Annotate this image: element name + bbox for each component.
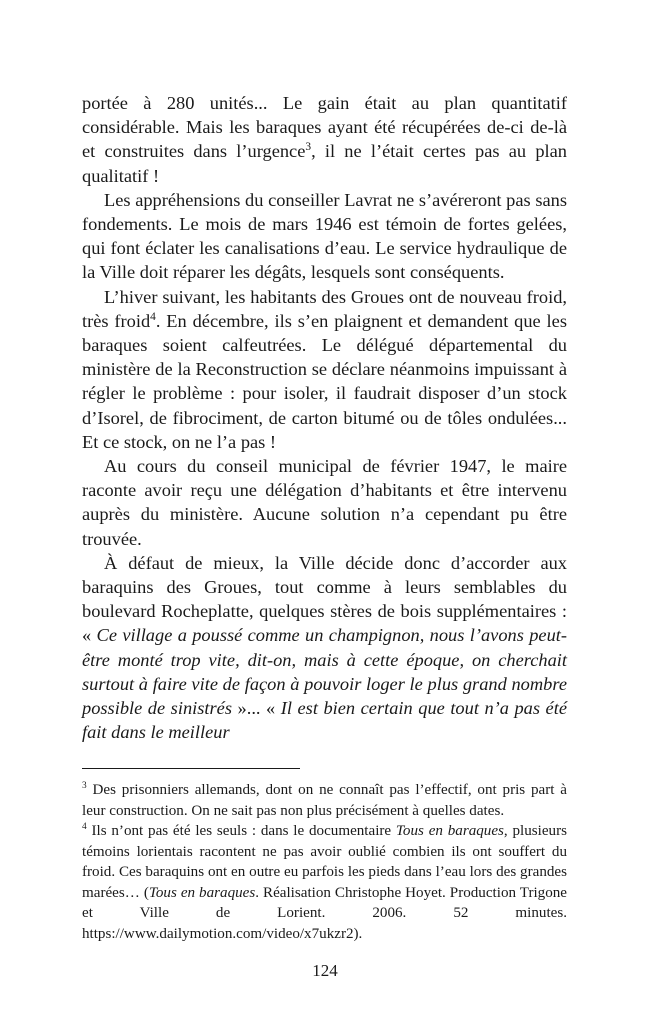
text-run: . En décembre, ils s’en plaignent et demandent que les baraques soient calfeutrées. Le délégué départemental du ministère de la Reconstruction se déclare néanmoins impuissant à régler le problème : pour isoler, il faudrait disposer d’un stock d’Isorel, de fibrociment, de carton bitumé ou de tôles ondulées... Et ce stock, on ne l’a pas ! [82, 310, 567, 452]
text-run: , plusieurs témoins lorientais racontent ne pas avoir oublié combien ils ont souffert du froid. Ces baraquins ont en outre eu parfois les pieds dans l’eau lors des grandes marées… ( [82, 823, 567, 901]
text-run: Des prisonniers allemands, dont on ne connaît pas l’effectif, ont pris part à leur construction. On ne sait pas non plus précisément à quelles dates. [82, 782, 567, 819]
paragraph [82, 285, 567, 454]
paragraph [82, 454, 567, 551]
footnote [82, 780, 567, 821]
text-run: Au cours du conseil municipal de février 1947, le maire raconte avoir reçu une délégation d’habitants et être intervenu auprès du ministère. Aucune solution n’a cependant pu être trouvée. [82, 456, 567, 549]
footnote-ref: 3 [82, 780, 87, 791]
footnote-ref: 4 [82, 821, 87, 832]
footnote [82, 821, 567, 944]
footnote-separator [82, 768, 300, 769]
text-run: portée à 280 unités... Le gain était au plan quantitatif considérable. Mais les baraques ayant été récupérées de-ci de-là et construites dans l’urgence [82, 93, 567, 162]
text-run: L’hiver suivant, les habitants des Groues ont de nouveau froid, très froid [82, 286, 567, 331]
text-run: Ils n’ont pas été les seuls : dans le documentaire [86, 823, 396, 839]
footnote-ref: 3 [305, 141, 312, 154]
main-text [82, 91, 567, 744]
text-run: À défaut de mieux, la Ville décide donc d’accorder aux baraquins des Groues, tout comme à leurs semblables du boulevard Rocheplatte, quelques stères de bois supplémentaires : « [82, 552, 567, 646]
italic-text: Tous en baraques [395, 823, 504, 839]
paragraph [82, 551, 567, 745]
paragraph [82, 188, 567, 285]
italic-text: Il est bien certain que tout n’a pas été fait dans le meilleur [82, 698, 567, 743]
text-run: , il ne l’était certes pas au plan qualitatif ! [82, 141, 567, 186]
footnote-ref: 4 [150, 310, 156, 323]
italic-text: Tous en baraques [148, 884, 256, 901]
italic-text: Ce village a poussé comme un champignon, nous l’avons peut-être monté trop vite, dit-on, mais à cette époque, on cherchait surtout à faire vite de façon à pouvoir loger le plus grand nombre possible de sinistrés [82, 625, 567, 719]
text-run: Les appréhensions du conseiller Lavrat ne s’avéreront pas sans fondements. Le mois de mars 1946 est témoin de fortes gelées, qui font éclater les canalisations d’eau. Le service hydraulique de la Ville doit réparer les dégâts, lesquels sont conséquents. [82, 189, 567, 283]
footnotes [82, 780, 567, 944]
text-run: »... « [232, 698, 281, 719]
paragraph [82, 91, 567, 188]
page-number: 124 [312, 961, 338, 980]
text-run: . Réalisation Christophe Hoyet. Production Trigone et Ville de Lorient. 2006. 52 minutes. https://www.dailymotion.com/video/x7ukzr2). [82, 884, 568, 942]
